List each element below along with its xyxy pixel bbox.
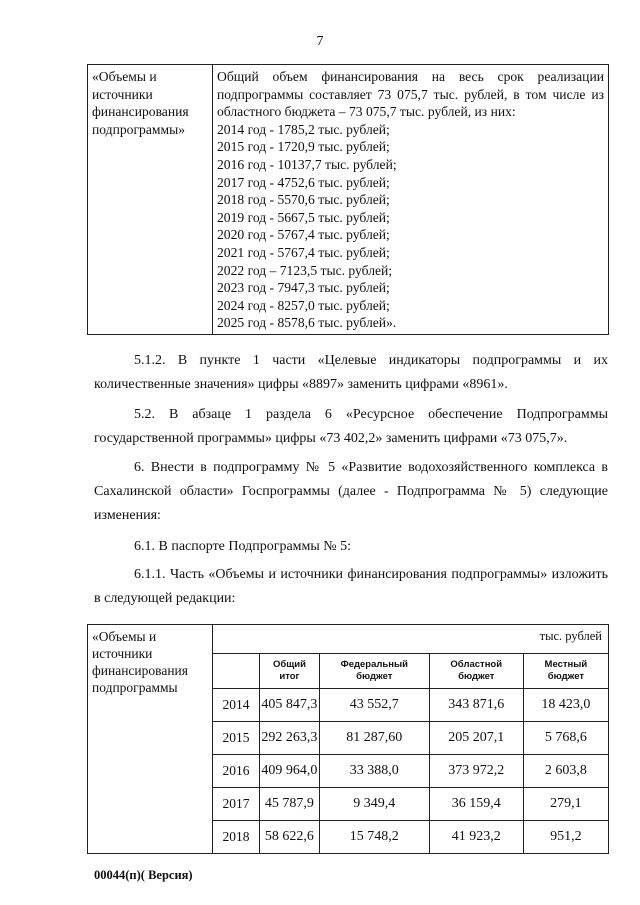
local-cell: 18 423,0 <box>523 689 608 722</box>
total-cell: 58 622,6 <box>260 821 320 854</box>
header-local: Местный бюджет <box>523 654 608 689</box>
federal-cell: 33 388,0 <box>319 755 429 788</box>
local-cell: 5 768,6 <box>523 722 608 755</box>
label-line: «Объемы и <box>92 629 157 644</box>
year-line: 2024 год - 8257,0 тыс. рублей; <box>217 297 390 313</box>
total-cell: 292 263,3 <box>260 722 320 755</box>
regional-cell: 343 871,6 <box>429 689 523 722</box>
year-cell: 2014 <box>213 689 260 722</box>
federal-cell: 43 552,7 <box>319 689 429 722</box>
unit-label: тыс. рублей <box>213 625 609 654</box>
federal-cell: 81 287,60 <box>319 722 429 755</box>
year-cell: 2017 <box>213 788 260 821</box>
document-footer: 00044(п)( Версия) <box>94 868 193 882</box>
paragraph-6-1: 6.1. В паспорте Подпрограммы № 5: <box>134 539 352 554</box>
page-number: 7 <box>316 34 324 49</box>
year-line: 2023 год - 7947,3 тыс. рублей; <box>217 280 390 296</box>
header-total: Общий итог <box>260 654 320 689</box>
paragraph-5-2: 5.2. В абзаце 1 раздела 6 «Ресурсное обеспечение Подпрограммы государственной программы» цифры «73 402,2» заменить цифрами «73 075,7». <box>94 407 608 446</box>
header-regional: Областной бюджет <box>429 654 523 689</box>
year-line: 2019 год - 5667,5 тыс. рублей; <box>217 209 390 225</box>
funding-text-cell <box>213 65 609 335</box>
year-line: 2017 год - 4752,6 тыс. рублей; <box>217 174 390 190</box>
label-line: финансирования <box>92 104 189 120</box>
year-cell: 2016 <box>213 755 260 788</box>
year-cell: 2018 <box>213 821 260 854</box>
local-cell: 2 603,8 <box>523 755 608 788</box>
year-line: 2021 год - 5767,4 тыс. рублей; <box>217 244 390 260</box>
label-line: подпрограммы <box>92 680 178 695</box>
total-cell: 409 964,0 <box>260 755 320 788</box>
label-line: финансирования <box>92 663 188 678</box>
federal-cell: 9 349,4 <box>319 788 429 821</box>
year-cell: 2015 <box>213 722 260 755</box>
label-line: «Объемы и <box>92 69 157 84</box>
regional-cell: 36 159,4 <box>429 788 523 821</box>
label-line: подпрограммы» <box>92 121 186 137</box>
regional-cell: 205 207,1 <box>429 722 523 755</box>
funding-table-subprogram-5 <box>87 624 609 854</box>
total-cell: 45 787,9 <box>260 788 320 821</box>
funding-intro: Общий объем финансирования на весь срок реализации подпрограммы составляет 73 075,7 тыс. рублей, в том числе из областного бюджета – 73 075,7 тыс. рублей, из них: <box>217 69 604 120</box>
year-line: 2016 год - 10137,7 тыс. рублей; <box>217 156 397 172</box>
regional-cell: 373 972,2 <box>429 755 523 788</box>
year-line: 2014 год - 1785,2 тыс. рублей; <box>217 121 390 137</box>
header-empty <box>213 654 260 689</box>
label-line: источники <box>92 646 153 661</box>
year-line: 2025 год - 8578,6 тыс. рублей». <box>217 315 397 331</box>
local-cell: 279,1 <box>523 788 608 821</box>
year-line: 2018 год - 5570,6 тыс. рублей; <box>217 192 390 208</box>
regional-cell: 41 923,2 <box>429 821 523 854</box>
total-cell: 405 847,3 <box>260 689 320 722</box>
year-line: 2022 год – 7123,5 тыс. рублей; <box>217 262 393 278</box>
local-cell: 951,2 <box>523 821 608 854</box>
funding-label-cell <box>88 65 213 335</box>
funding-label-cell <box>88 625 213 854</box>
federal-cell: 15 748,2 <box>319 821 429 854</box>
year-line: 2015 год - 1720,9 тыс. рублей; <box>217 139 390 155</box>
paragraph-5-1-2: 5.1.2. В пункте 1 части «Целевые индикаторы подпрограммы и их количественные значения» цифры «8897» заменить цифрами «8961». <box>94 353 608 392</box>
paragraph-6: 6. Внести в подпрограмму № 5 «Развитие водохозяйственного комплекса в Сахалинской области» Госпрограммы (далее - Подпрограмма № 5) следующие изменения: <box>94 460 608 523</box>
paragraph-6-1-1: 6.1.1. Часть «Объемы и источники финансирования подпрограммы» изложить в следующей редакции: <box>94 567 608 606</box>
header-federal: Федеральный бюджет <box>319 654 429 689</box>
funding-table-subprogram-4 <box>87 64 609 335</box>
label-line: источники <box>92 86 153 102</box>
year-line: 2020 год - 5767,4 тыс. рублей; <box>217 227 390 243</box>
